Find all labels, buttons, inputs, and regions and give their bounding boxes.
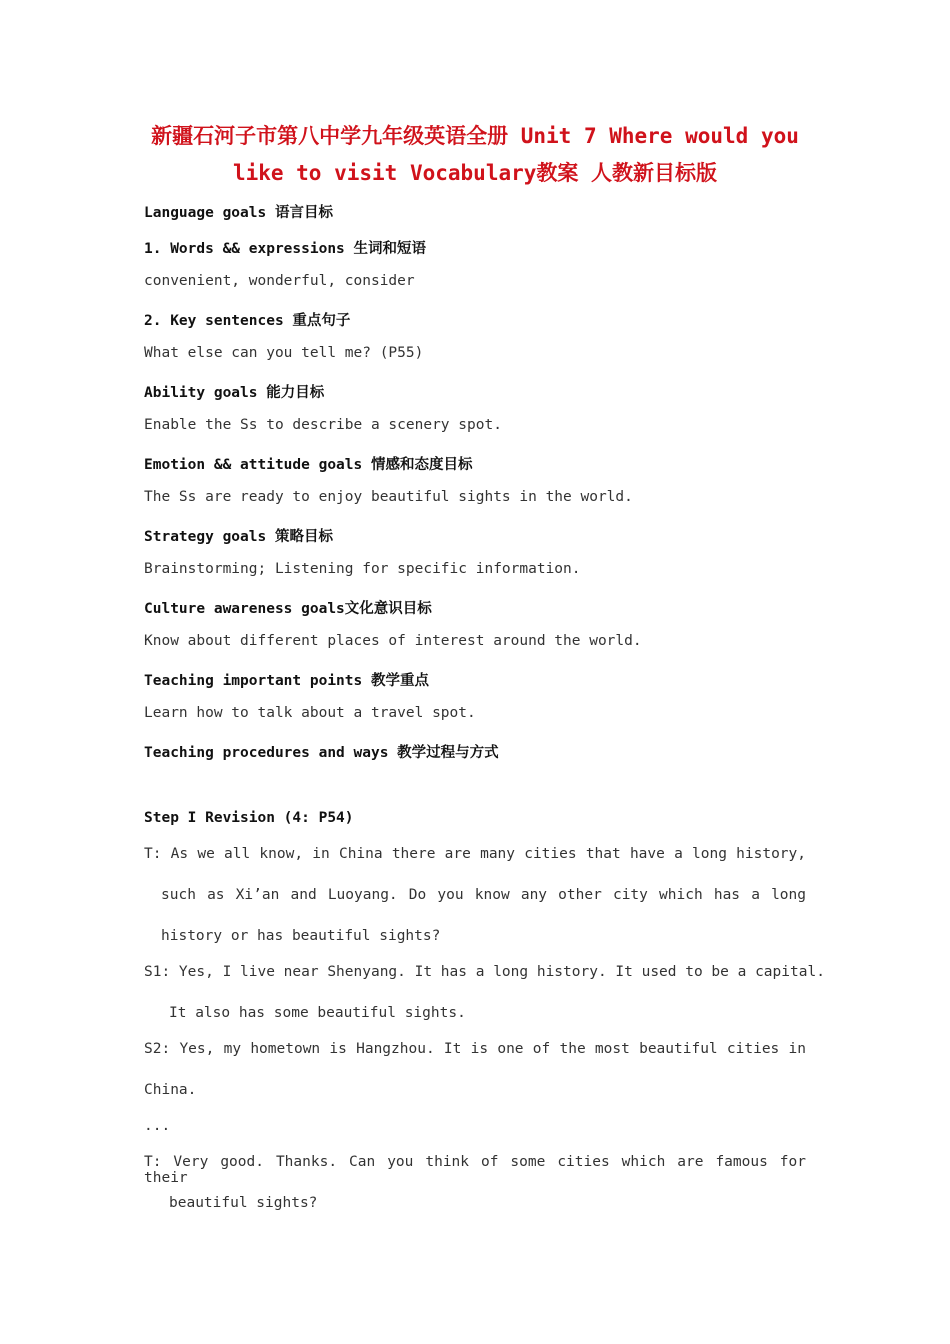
title-line-1: 新疆石河子市第八中学九年级英语全册 Unit 7 Where would you	[151, 124, 799, 148]
strategy-goals-text: Brainstorming; Listening for specific information.	[144, 561, 581, 577]
ability-goals-text: Enable the Ss to describe a scenery spot.	[144, 417, 502, 433]
important-points-text: Learn how to talk about a travel spot.	[144, 705, 476, 721]
student2-line-b: China.	[144, 1082, 197, 1098]
procedures-heading: Teaching procedures and ways 教学过程与方式	[144, 745, 499, 761]
teacher-line-2a: T: Very good. Thanks. Can you think of some cities which are famous for their	[144, 1154, 806, 1186]
student1-line-a: S1: Yes, I live near Shenyang. It has a long history. It used to be a capital.	[144, 964, 825, 980]
teacher-line-2b: beautiful sights?	[169, 1195, 318, 1211]
emotion-goals-heading: Emotion && attitude goals 情感和态度目标	[144, 457, 473, 473]
culture-goals-heading: Culture awareness goals文化意识目标	[144, 601, 432, 617]
teacher-line-1c: history or has beautiful sights?	[161, 928, 441, 944]
ability-goals-heading: Ability goals 能力目标	[144, 385, 325, 401]
culture-goals-text: Know about different places of interest around the world.	[144, 633, 642, 649]
student2-line-a: S2: Yes, my hometown is Hangzhou. It is one of the most beautiful cities in	[144, 1041, 806, 1057]
key-sentences-text: What else can you tell me? (P55)	[144, 345, 424, 361]
words-heading: 1. Words && expressions 生词和短语	[144, 241, 427, 257]
important-points-heading: Teaching important points 教学重点	[144, 673, 429, 689]
title-line-2: like to visit Vocabulary教案 人教新目标版	[232, 161, 718, 185]
emotion-goals-text: The Ss are ready to enjoy beautiful sights in the world.	[144, 489, 633, 505]
document-title	[140, 118, 810, 192]
teacher-line-1a: T: As we all know, in China there are many cities that have a long history,	[144, 846, 806, 862]
language-goals-heading: Language goals 语言目标	[144, 205, 333, 221]
teacher-line-1b: such as Xi’an and Luoyang. Do you know any other city which has a long	[161, 887, 806, 903]
step-1-heading: Step I Revision (4: P54)	[144, 810, 354, 826]
key-sentences-heading: 2. Key sentences 重点句子	[144, 313, 351, 329]
words-text: convenient, wonderful, consider	[144, 273, 415, 289]
strategy-goals-heading: Strategy goals 策略目标	[144, 529, 333, 545]
ellipsis: ...	[144, 1118, 171, 1134]
student1-line-b: It also has some beautiful sights.	[169, 1005, 466, 1021]
